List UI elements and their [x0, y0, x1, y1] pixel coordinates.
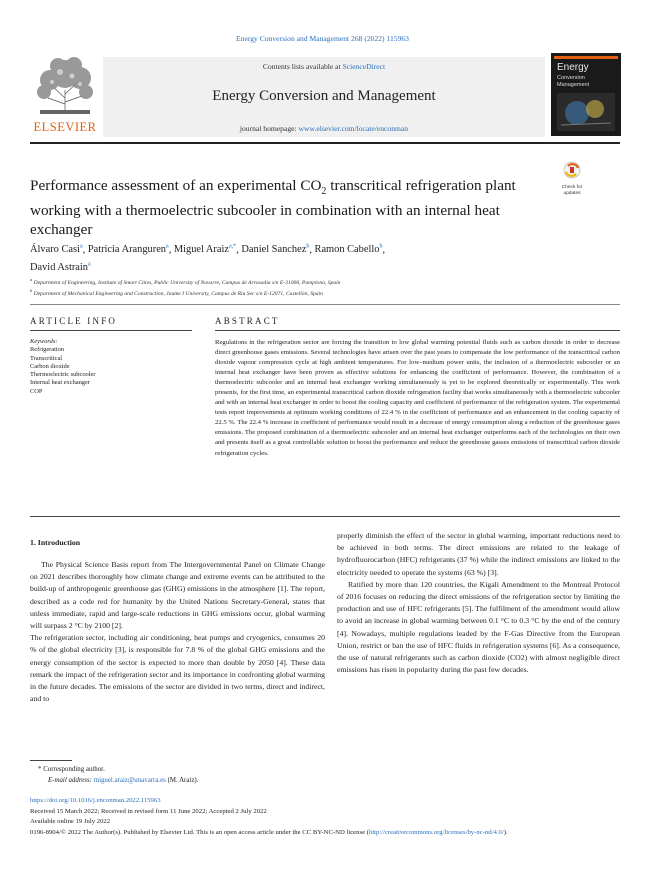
body-right-column — [337, 530, 620, 676]
affiliation-a: $^a$ Department of Engineering, Institute of Smart Cities, Public University of Navarre, Campus de Arrosadía s/n E-31006, Pamplona, Spain — [30, 277, 341, 286]
journal-reference[interactable]: Energy Conversion and Management 268 (2022) 115963 — [236, 34, 409, 43]
section-heading-introduction: 1. Introduction — [30, 538, 81, 547]
check-updates-icon — [555, 160, 589, 180]
homepage-link[interactable]: www.elsevier.com/locate/enconman — [298, 124, 409, 133]
email-label: E-mail address: — [48, 777, 92, 784]
author[interactable]: Patricia Aranguren$^a$ — [87, 244, 169, 256]
elsevier-logo — [30, 52, 100, 137]
keyword: COP — [30, 387, 43, 395]
cover-title-conversion: Conversion — [557, 75, 585, 81]
corresponding-label: Corresponding author. — [43, 766, 105, 773]
journal-cover[interactable] — [551, 53, 621, 136]
paragraph: Ratified by more than 120 countries, the Kigali Amendment to the Montreal Protocol of 2016 focuses on reducing the direct emissions of the refrigeration sector by limiting the production and use of HFC refrigerants [5]. The fulfilment of the amendment would allow to avoid an increase in global warming between 0.1 °C to 0.3 °C by the end of the century [4]. Nowadays, multiple regulations leaded by the F-Gas Directive from the European Union, restrict or ban the use of HFC fluids in refrigeration systems [6]. As a consequence, the use of natural refrigerants such as carbon dioxide (CO2) with almost negligible direct emissions has risen in popularity during the past few decades. — [337, 579, 620, 675]
author[interactable]: Daniel Sanchez$^b$ — [241, 244, 310, 256]
homepage-prefix: journal homepage: — [239, 124, 299, 133]
article-metadata — [30, 796, 620, 838]
keyword: Refrigeration — [30, 346, 65, 354]
check-for-updates-button[interactable] — [555, 160, 589, 196]
author[interactable]: Álvaro Casi$^a$ — [30, 244, 83, 256]
received-dates: Received 15 March 2022; Received in revised form 11 June 2022; Accepted 2 July 2022 — [30, 807, 267, 815]
abstract-heading: ABSTRACT — [215, 316, 280, 326]
author-list: Álvaro Casi$^a$, Patricia Aranguren$^a$, Miguel Araiz$^{a,*}$, Daniel Sanchez$^b$, Ramon Cabello$^b$, David Astrain$^a$ — [30, 244, 386, 273]
keyword: Internal heat exchanger — [30, 379, 90, 387]
title-part-2: transcritical refrigeration plant working with a thermoelectric subcooler in combination with an internal heat exchanger — [30, 177, 516, 239]
keywords-block — [30, 338, 190, 396]
keyword: Thermoelectric subcooler — [30, 371, 96, 379]
article-info-heading: ARTICLE INFO — [30, 316, 118, 326]
affiliation-b: $^b$ Department of Mechanical Engineering and Construction, Jaume I University, Campus de Riu Sec s/n E-12071, Castellón, Spain — [30, 288, 323, 298]
license-text: 0196-8904/© 2022 The Author(s). Published by Elsevier Ltd. This is an open access article under the CC BY-NC-ND license ( — [30, 828, 369, 836]
corresponding-mark: * — [38, 766, 42, 773]
keyword: Carbon dioxide — [30, 362, 70, 370]
contents-prefix: Contents lists available at — [262, 62, 343, 71]
cover-title-management: Management — [557, 82, 590, 88]
available-online: Available online 19 July 2022 — [30, 818, 111, 825]
cover-graphic-icon — [557, 93, 615, 131]
publisher-name: ELSEVIER — [33, 120, 97, 134]
email-suffix: (M. Araiz). — [167, 777, 199, 784]
check-label-2: updates — [563, 190, 581, 196]
body-left-column — [30, 559, 325, 705]
paragraph: The refrigeration sector, including air conditioning, heat pumps and cryogenics, consumes 20 % of the global electricity [3], is responsible for 7.8 % of the global GHG emissions and the energy consumption of the sector is expected to more than double by 2050 [4]. These data remark the impact of the refrigeration sector and its importance in confronting global warming in the future decades. The emissions of the sector are divided in two terms, direct and indirect, and to — [30, 633, 325, 704]
footnote-rule — [30, 760, 72, 761]
journal-homepage — [103, 124, 545, 133]
header-divider — [30, 304, 620, 305]
contents-line — [103, 62, 545, 71]
keyword: Transcritical — [30, 354, 63, 362]
keywords-label: Keywords: — [30, 338, 58, 345]
cover-stripe — [554, 56, 618, 59]
license-link[interactable]: http://creativecommons.org/licenses/by-nc-nd/4.0/ — [368, 828, 504, 836]
paragraph: properly diminish the effect of the sector in global warming, important reductions need to be achieved in both terms. The direct emissions are related to the leakage of hydrofluorocarbon (HFC) refrigerants (37 %) while the indirect emissions are linked to the electricity needed to operate the systems (63 %) [3]. — [337, 531, 620, 577]
email-link[interactable]: miguel.araiz@unavarra.es — [93, 777, 166, 784]
author[interactable]: David Astrain$^a$ — [30, 261, 91, 273]
abstract-bottom-rule — [30, 516, 620, 517]
abstract-text: Regulations in the refrigeration sector are forcing the transition to low global warming potential fluids such as carbon dioxide in order to decrease direct greenhouse gases emissions. Several technologies have arisen over the past years to compensate the low performance of the transcritical carbon dioxide vapour compression cycle at high ambient temperatures. For low–medium power units, the inclusion of a thermoelectric subcooler or an internal heat exchanger have been proven as effective solutions for enhancing the coefficient of performance. However, the combination of a thermoelectric subcooler and an internal heat exchanger working simultaneously is yet to be explored theoretically or experimentally. This work presents, for the first time, an experimental transcritical carbon dioxide refrigeration facility that works simultaneously with a thermoelectric subcooler and with an internal heat exchanger in order to boost the cooling capacity and coefficient of performance of the refrigeration system. The experimental tests report improvements at optimum working conditions of 22.4 % in the coefficient of performance and an enhancement in the cooling capacity of 22.5 %. The 22.4 % increase in coefficient of performance would result in a decrease of energy consumption along a reduction of the greenhouse gases emissions. The proposed combination of a thermoelectric subcooler and an internal heat exchanger outperforms each of the technologies on their own and presents itself as a great controllable solution to boost the performance and reduce the greenhouse gasses emissions of transcritical carbon dioxide refrigeration cycles. — [215, 339, 620, 457]
sciencedirect-link[interactable]: ScienceDirect — [342, 62, 386, 71]
author[interactable]: Ramon Cabello$^b$ — [314, 244, 383, 256]
check-label-1: Check for — [561, 185, 583, 190]
abstract-rule — [215, 330, 620, 331]
title-part-1: Performance assessment of an experimental CO — [30, 177, 322, 194]
doi-link[interactable]: https://doi.org/10.1016/j.enconman.2022.115963 — [30, 797, 161, 804]
author[interactable]: Miguel Araiz$^{a,*}$ — [173, 244, 237, 256]
corresponding-author-note — [38, 766, 105, 773]
article-title — [30, 176, 540, 239]
email-note — [48, 777, 198, 784]
masthead-rule — [30, 142, 620, 144]
license-end: ). — [503, 828, 508, 836]
paragraph: The Physical Science Basis report from The Intergovernmental Panel on Climate Change on 2021 describes thoroughly how climate change and extreme events can be attributed to the build-up of anthropogenic greenhouse gas (GHG) emissions in the atmosphere [1]. The report, described as a code red for humanity by the United Nations Secretary-General, states that unless immediate, rapid and large-scale reductions in GHG emissions occur, global warming will surpass 2 °C by 2100 [2]. — [30, 560, 325, 631]
affiliations — [30, 276, 590, 299]
journal-title: Energy Conversion and Management — [212, 88, 436, 104]
article-info-rule — [30, 330, 192, 331]
title-subscript: 2 — [321, 186, 327, 198]
cover-title-energy: Energy — [557, 62, 589, 73]
license-line — [30, 828, 620, 839]
